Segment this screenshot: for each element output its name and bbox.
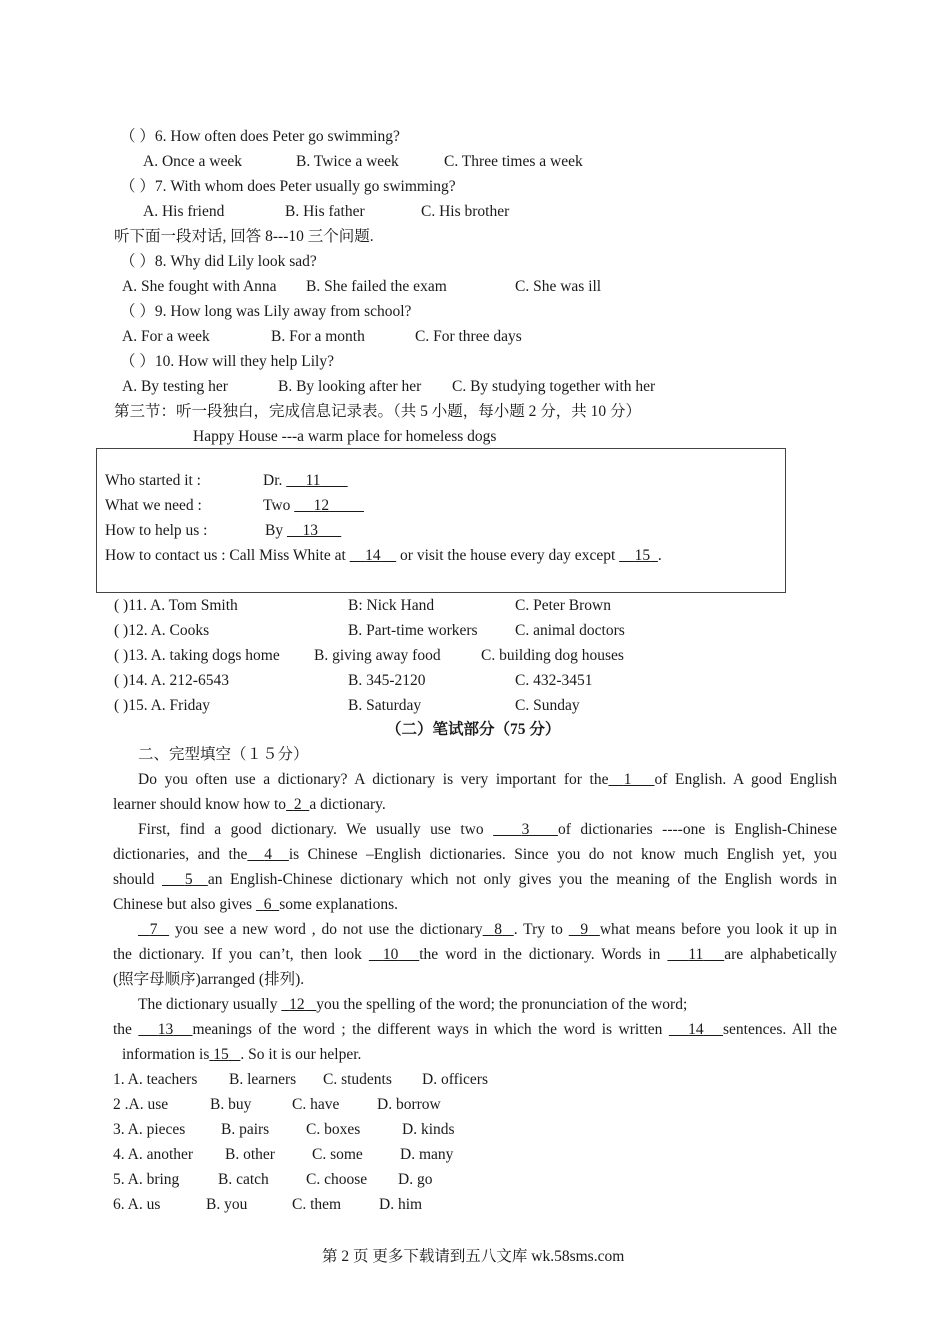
item-13: ( )13. A. taking dogs home <box>114 647 280 664</box>
opt-1-a: 1. A. teachers <box>113 1071 198 1088</box>
opt-4-b: B. other <box>225 1146 275 1163</box>
opt-6-b: B. you <box>206 1196 248 1213</box>
opt-3-b: B. pairs <box>221 1121 270 1138</box>
form-title: Happy House ---a warm place for homeless dogs <box>193 428 497 445</box>
dialog-intro: 听下面一段对话, 回答 8---10 三个问题. <box>114 228 374 245</box>
q9-option-a: A. For a week <box>122 328 210 345</box>
item-14-b: B. 345-2120 <box>348 672 426 689</box>
form-label-who: Who started it : <box>105 472 201 489</box>
q6-option-c: C. Three times a week <box>444 153 583 170</box>
opt-3-d: D. kinds <box>402 1121 455 1138</box>
form-label-need: What we need : <box>105 497 202 514</box>
q9-option-c: C. For three days <box>415 328 522 345</box>
form-label-help: How to help us : <box>105 522 208 539</box>
q10-stem: （ ）10. How will they help Lily? <box>120 353 334 370</box>
opt-3-a: 3. A. pieces <box>113 1121 186 1138</box>
q7-option-c: C. His brother <box>421 203 510 220</box>
q8-stem: （ ）8. Why did Lily look sad? <box>120 253 317 270</box>
form-contact-row: How to contact us : Call Miss White at 14 or visit the house every day except 15 . <box>105 547 662 564</box>
item-11-c: C. Peter Brown <box>515 597 612 614</box>
opt-1-d: D. officers <box>422 1071 488 1088</box>
cloze-p4-line2: the 13 meanings of the word ; the different ways in which the word is written 14 sentences. All the <box>113 1021 838 1038</box>
item-14: ( )14. A. 212-6543 <box>114 672 229 689</box>
opt-4-d: D. many <box>400 1146 454 1163</box>
cloze-p2-line4: Chinese but also gives 6 some explanations. <box>113 896 398 913</box>
opt-6-c: C. them <box>292 1196 342 1213</box>
opt-1-c: C. students <box>323 1071 392 1088</box>
q10-option-c: C. By studying together with her <box>452 378 656 395</box>
item-11: ( )11. A. Tom Smith <box>114 597 238 614</box>
opt-2-d: D. borrow <box>377 1096 441 1113</box>
item-13-b: B. giving away food <box>314 647 441 664</box>
opt-3-c: C. boxes <box>306 1121 361 1138</box>
q7-option-a: A. His friend <box>143 203 225 220</box>
item-15: ( )15. A. Friday <box>114 697 211 714</box>
item-12-b: B. Part-time workers <box>348 622 478 639</box>
item-13-c: C. building dog houses <box>481 647 624 664</box>
q10-option-a: A. By testing her <box>122 378 228 395</box>
opt-5-c: C. choose <box>306 1171 368 1188</box>
item-15-b: B. Saturday <box>348 697 422 714</box>
opt-6-d: D. him <box>379 1196 423 1213</box>
written-part-heading: （二）笔试部分（75 分） <box>386 721 561 738</box>
q8-option-a: A. She fought with Anna <box>122 278 277 295</box>
cloze-heading: 二、完型填空（１５分） <box>138 746 309 763</box>
cloze-p4-line3: information is 15 . So it is our helper. <box>122 1046 362 1063</box>
cloze-p2-line2: dictionaries, and the 4 is Chinese –English dictionaries. Since you do not know much English yet, you <box>113 846 837 863</box>
q8-option-b: B. She failed the exam <box>306 278 447 295</box>
item-12-c: C. animal doctors <box>515 622 625 639</box>
item-11-b: B: Nick Hand <box>348 597 435 614</box>
q10-option-b: B. By looking after her <box>278 378 422 395</box>
item-14-c: C. 432-3451 <box>515 672 593 689</box>
form-answer-13: By 13 <box>265 522 318 539</box>
q6-stem: （ ）6. How often does Peter go swimming? <box>120 128 400 145</box>
opt-5-a: 5. A. bring <box>113 1171 180 1188</box>
cloze-p1-line2: learner should know how to 2 a dictionary. <box>113 796 386 813</box>
q6-option-b: B. Twice a week <box>296 153 399 170</box>
item-15-c: C. Sunday <box>515 697 580 714</box>
cloze-p1-line1: Do you often use a dictionary? A dictionary is very important for the 1 of English. A good English <box>138 771 838 788</box>
page-footer: 第 2 页 更多下载请到五八文库 wk.58sms.com <box>322 1248 625 1265</box>
opt-2-b: B. buy <box>210 1096 252 1113</box>
q9-option-b: B. For a month <box>271 328 365 345</box>
q6-option-a: A. Once a week <box>143 153 242 170</box>
section3-heading: 第三节：听一段独白，完成信息记录表。（共 5 小题，每小题 2 分，共 10 分） <box>114 403 642 420</box>
opt-5-b: B. catch <box>218 1171 269 1188</box>
q7-stem: （ ）7. With whom does Peter usually go swimming? <box>120 178 456 195</box>
cloze-p3-line2: the dictionary. If you can’t, then look 10 the word in the dictionary. Words in 11 are alphabetically <box>113 946 838 963</box>
q9-stem: （ ）9. How long was Lily away from school? <box>120 303 412 320</box>
cloze-p2-line1: First, find a good dictionary. We usually use two 3 of dictionaries ----one is English-Chinese <box>138 821 838 838</box>
opt-5-d: D. go <box>398 1171 433 1188</box>
form-answer-11: Dr. 11 <box>263 472 321 489</box>
cloze-p3-line1: 7 you see a new word , do not use the dictionary 8 . Try to 9 what means before you look it up in <box>149 921 838 938</box>
opt-1-b: B. learners <box>229 1071 297 1088</box>
cloze-p4-line1: The dictionary usually 12 you the spelling of the word; the pronunciation of the word; <box>138 996 688 1013</box>
form-answer-12: Two 12 <box>263 497 330 514</box>
opt-2-a: 2 .A. use <box>113 1096 169 1113</box>
q7-option-b: B. His father <box>285 203 365 220</box>
opt-6-a: 6. A. us <box>113 1196 161 1213</box>
cloze-p2-line3: should 5 an English-Chinese dictionary which not only gives you the meaning of the English words in <box>113 871 838 888</box>
item-12: ( )12. A. Cooks <box>114 622 210 639</box>
opt-2-c: C. have <box>292 1096 340 1113</box>
q8-option-c: C. She was ill <box>515 278 602 295</box>
opt-4-c: C. some <box>312 1146 363 1163</box>
cloze-p3-line3: (照字母顺序)arranged (排列). <box>113 971 305 988</box>
opt-4-a: 4. A. another <box>113 1146 194 1163</box>
